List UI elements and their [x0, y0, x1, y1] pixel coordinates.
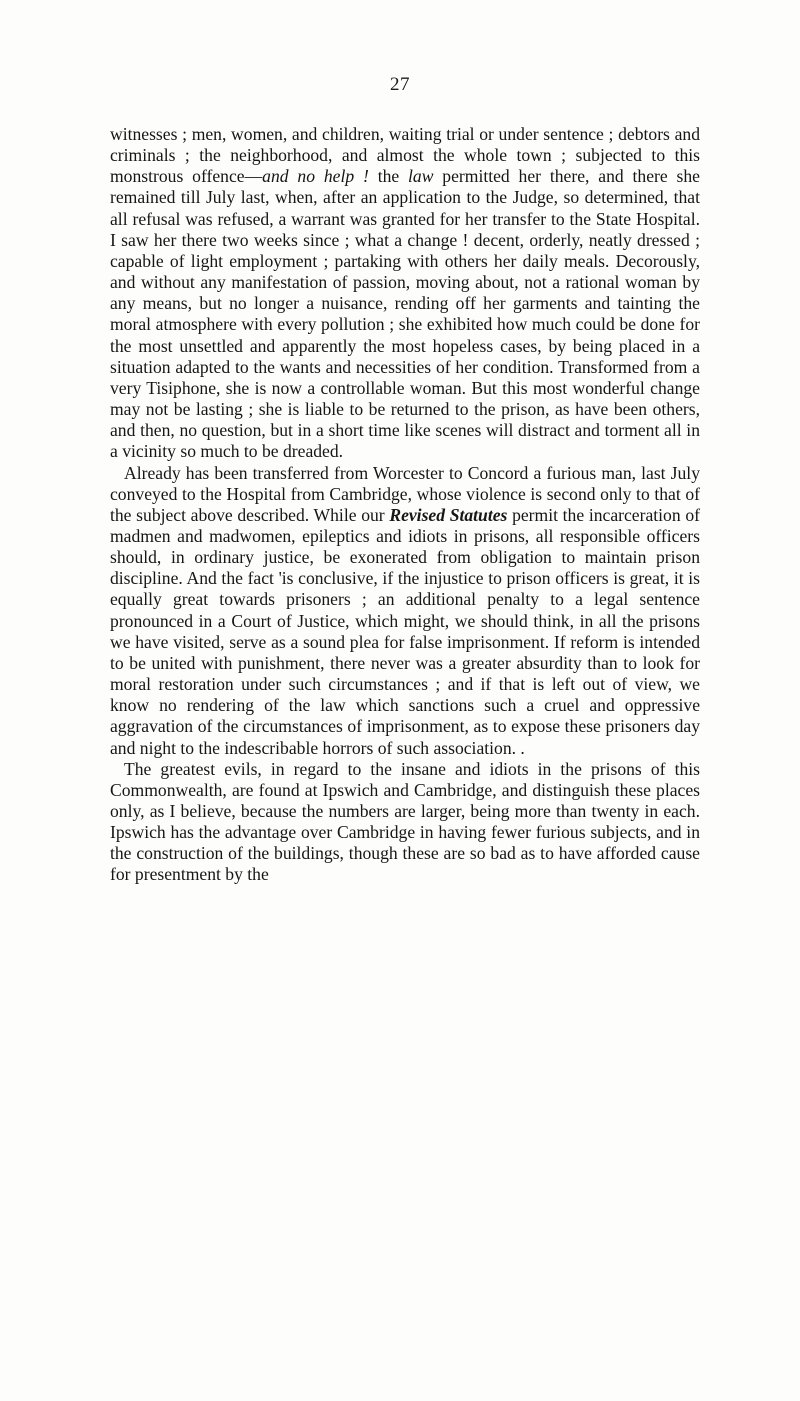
body-text [110, 124, 700, 886]
text-run: witnesses ; men, women, and children, waiting trial or under sentence ; debtors and criminals ; the neighborhood, and almost the whole town ; subjected to this monstrous offence— [110, 124, 700, 187]
text-run: permitted her there, and there she remained till July last, when, after an application to the Judge, so determined, that all refusal was refused, a warrant was granted for her transfer to the State Hospital. I saw her there two weeks since ; what a change ! decent, orderly, neatly dressed ; capable of light employment ; partaking with others her daily meals. Decorously, and without any manifestation of passion, moving about, not a rational woman by any means, but no longer a nuisance, rending off her garments and tainting the moral atmosphere with every pollution ; she exhibited how much could be done for the most unsettled and apparently the most hopeless cases, by being placed in a situation adapted to the wants and necessities of her condition. Transformed from a very Tisiphone, she is now a controllable woman. But this most wonderful change may not be lasting ; she is liable to be returned to the prison, as have been others, and then, no question, but in a short time like scenes will distract and torment all in a vicinity so much to be dreaded. [110, 166, 700, 462]
text-run: permit the incarceration of madmen and madwomen, epileptics and idiots in prisons, all responsible officers should, in ordinary justice, be exonerated from obligation to maintain prison discipline. And the fact 'is conclusive, if the injustice to prison officers is great, it is equally great towards prisoners ; an additional penalty to a legal sentence pronounced in a Court of Justice, which might, we should think, in all the prisons we have visited, serve as a sound plea for false imprisonment. If reform is intended to be united with punishment, there never was a greater absurdity than to look for moral restoration under such circumstances ; and if that is left out of view, we know no rendering of the law which sanctions such a cruel and oppressive aggravation of the circumstances of imprisonment, as to expose these prisoners day and night to the indescribable horrors of such association. . [110, 504, 700, 758]
paragraph-2 [110, 463, 700, 759]
text-run: The greatest evils, in regard to the insane and idiots in the prisons of this Commonwealth, are found at Ipswich and Cambridge, and distinguish these places only, as I believe, because the numbers are larger, being more than twenty in each. Ipswich has the advantage over Cambridge in having fewer furious subjects, and in the construction of the buildings, though these are so bad as to have afforded cause for presentment by the [110, 758, 700, 885]
paragraph-3 [110, 759, 700, 886]
text-run: the [368, 166, 409, 187]
text-run: Already has been transferred from Worcester to Concord a furious man, last July conveyed to the Hospital from Cambridge, whose violence is second only to that of the subject above described. While our [110, 462, 700, 525]
page-number: 27 [390, 74, 410, 95]
emphasis-revised-statutes: Revised Statutes [389, 504, 508, 525]
paragraph-1 [110, 124, 700, 463]
emphasis-law: law [408, 166, 434, 187]
emphasis-no-help: and no help ! [262, 166, 369, 187]
